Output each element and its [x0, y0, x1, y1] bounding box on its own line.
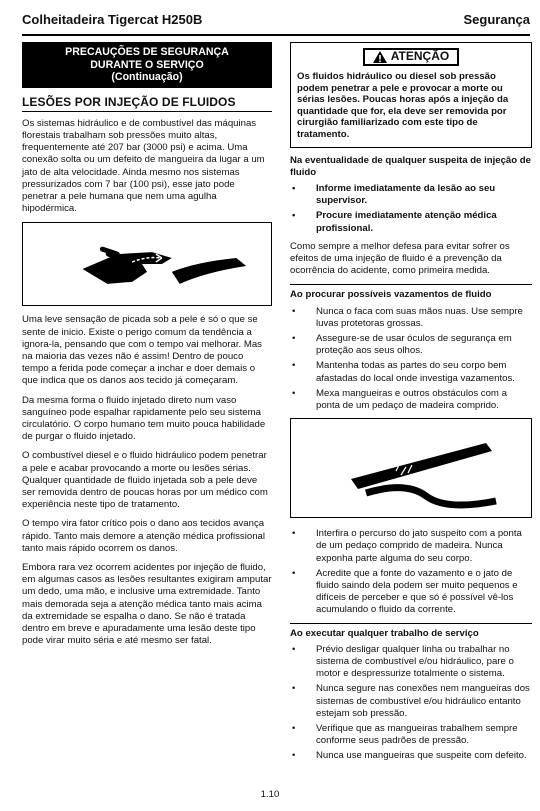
list-item: • Mantenha todas as partes do seu corpo bem afastadas do local onde investiga vazamentos. [290, 360, 532, 384]
bullet-list [290, 183, 532, 235]
warning-label: ATENÇÃO [390, 49, 450, 64]
list-item: • Interfira o percurso do jato suspeito com a ponta de um pedaço comprido de madeira. Nunca exponha parte alguma do seu corpo. [290, 528, 532, 565]
list-item: • Prévio desligar qualquer linha ou trabalhar no sistema de combustível e/ou hidráulico, pare o motor e despressurize totalmente o sistema. [290, 644, 532, 681]
hand-icon [23, 224, 271, 304]
subheading: Ao procurar possíveis vazamentos de fluido [290, 289, 492, 301]
banner-line-3: (Continuação) [111, 71, 183, 83]
bullet-list [290, 306, 532, 413]
hand-injection-illustration [22, 222, 272, 306]
paragraph: Como sempre a melhor defesa para evitar sofrer os efeitos de uma injeção de fluido é a prevenção da ocorrência do acidente, como primeira medida. [290, 240, 510, 277]
list-item: • Informe imediatamente da lesão ao seu supervisor. [290, 183, 532, 207]
wood-probe-icon [296, 421, 526, 515]
paragraph: O tempo vira fator crítico pois o dano aos tecidos avança rápido. Tanto mais demore a atenção médica profissional tanto mais rápido ocorrem os danos. [22, 518, 266, 554]
list-item: • Verifique que as mangueiras trabalhem sempre conforme seus padrões de pressão. [290, 723, 532, 747]
bullet-list [290, 528, 532, 616]
page-header [22, 12, 530, 36]
paragraph: O combustível diesel e o fluido hidráulico podem penetrar a pele e acabar provocando a morte ou lesões sérias. Qualquer quantidade de fluido injetada sob a pele deve ser removida dentro de poucas horas por um médico com experiência neste tipo de tratamento. [22, 450, 268, 511]
left-column [22, 42, 272, 654]
paragraph: Os sistemas hidráulico e de combustível das máquinas florestais trabalham sob pressões muito altas, frequentemente até 207 bar (3000 psi) e acima. Uma conexão solta ou um defeito de mangueira da lugar a um jato de alta velocidade. Ainda mesmo nos sistemas pressurizados com 7 bar (100 psi), esse jato pode penetrar a pele humana que nem uma agulha hipodérmica. [22, 117, 265, 215]
warning-badge [363, 48, 459, 66]
section-banner [22, 42, 272, 88]
page-number: 1.10 [260, 789, 280, 800]
leak-check-illustration [290, 418, 532, 518]
manual-title: Colheitadeira Tigercat H250B [22, 12, 203, 27]
banner-line-1: PRECAUÇÕES DE SEGURANÇA [65, 46, 229, 58]
list-item: • Nunca use mangueiras que suspeite com defeito. [290, 750, 532, 762]
paragraph: Da mesma forma o fluido injetado direto num vaso sanguíneo pode espalhar rapidamente pelo seu sistema circulatório. O corpo humano tem muito pouca habilidade de purgar o fluido injetado. [22, 394, 266, 443]
list-item: • Procure imediatamente atenção médica profissional. [290, 210, 532, 234]
subheading: Na eventualidade de qualquer suspeita de injeção de fluido [290, 154, 531, 178]
banner-line-2: DURANTE O SERVIÇO [90, 58, 204, 71]
section-title: Segurança [463, 12, 530, 27]
warning-triangle-icon [373, 51, 387, 63]
warning-box [290, 42, 532, 148]
warning-text: Os fluidos hidráulico ou diesel sob pressão podem penetrar a pele e provocar a morte ou sérias lesões. Poucas horas após a injeção da quantidade que for, ela deve ser removida por cirurgião familiarizado com este tipo de tratamento. [297, 71, 509, 140]
list-item: • Acredite que a fonte do vazamento e o jato de fluido saindo dela podem ser muito pequenos e difíceis de perceber e que só é possível vê-los acumulando o fluido da corrente. [290, 568, 532, 617]
paragraph: Embora rara vez ocorrem acidentes por injeção de fluido, em algumas casos as lesões resultantes exigiram amputar um dedo, uma mão, e inclusive uma extremidade. Tanto mais demorada seja a atenção médica tanto mais acima da extremidade se espalha o dano. Se não é tratada dentro em breve e apuradamente uma lesão deste tipo pode virar muito séria e até mesmo ser fatal. [22, 561, 272, 647]
list-item: • Mexa mangueiras e outros obstáculos com a ponta de um pedaço de madeira comprido. [290, 388, 532, 412]
bullet-list [290, 644, 532, 763]
paragraph: Uma leve sensação de picada sob a pele é só o que se sente de inicio. Existe o perigo comum da tendência a ignora-la, pensando que com o tempo vai melhorar. Mas na maioria das vezes não é assim! Dentro de pouco tempo a ferida pode começar a inchar e doer demais o que indica que os danos aos tecido já começaram. [22, 314, 262, 387]
list-item: • Assegure-se de usar óculos de segurança em proteção aos seus olhos. [290, 333, 532, 357]
right-column [290, 42, 532, 769]
list-item: • Nunca o faca com suas mãos nuas. Use sempre luvas protetoras grossas. [290, 306, 532, 330]
section-heading: LESÕES POR INJEÇÃO DE FLUIDOS [22, 96, 272, 112]
subheading: Ao executar qualquer trabalho de serviço [290, 627, 479, 639]
list-item: • Nunca segure nas conexões nem mangueiras dos sistemas de combustível e/ou hidráulico entanto estejam sob pressão. [290, 683, 532, 720]
